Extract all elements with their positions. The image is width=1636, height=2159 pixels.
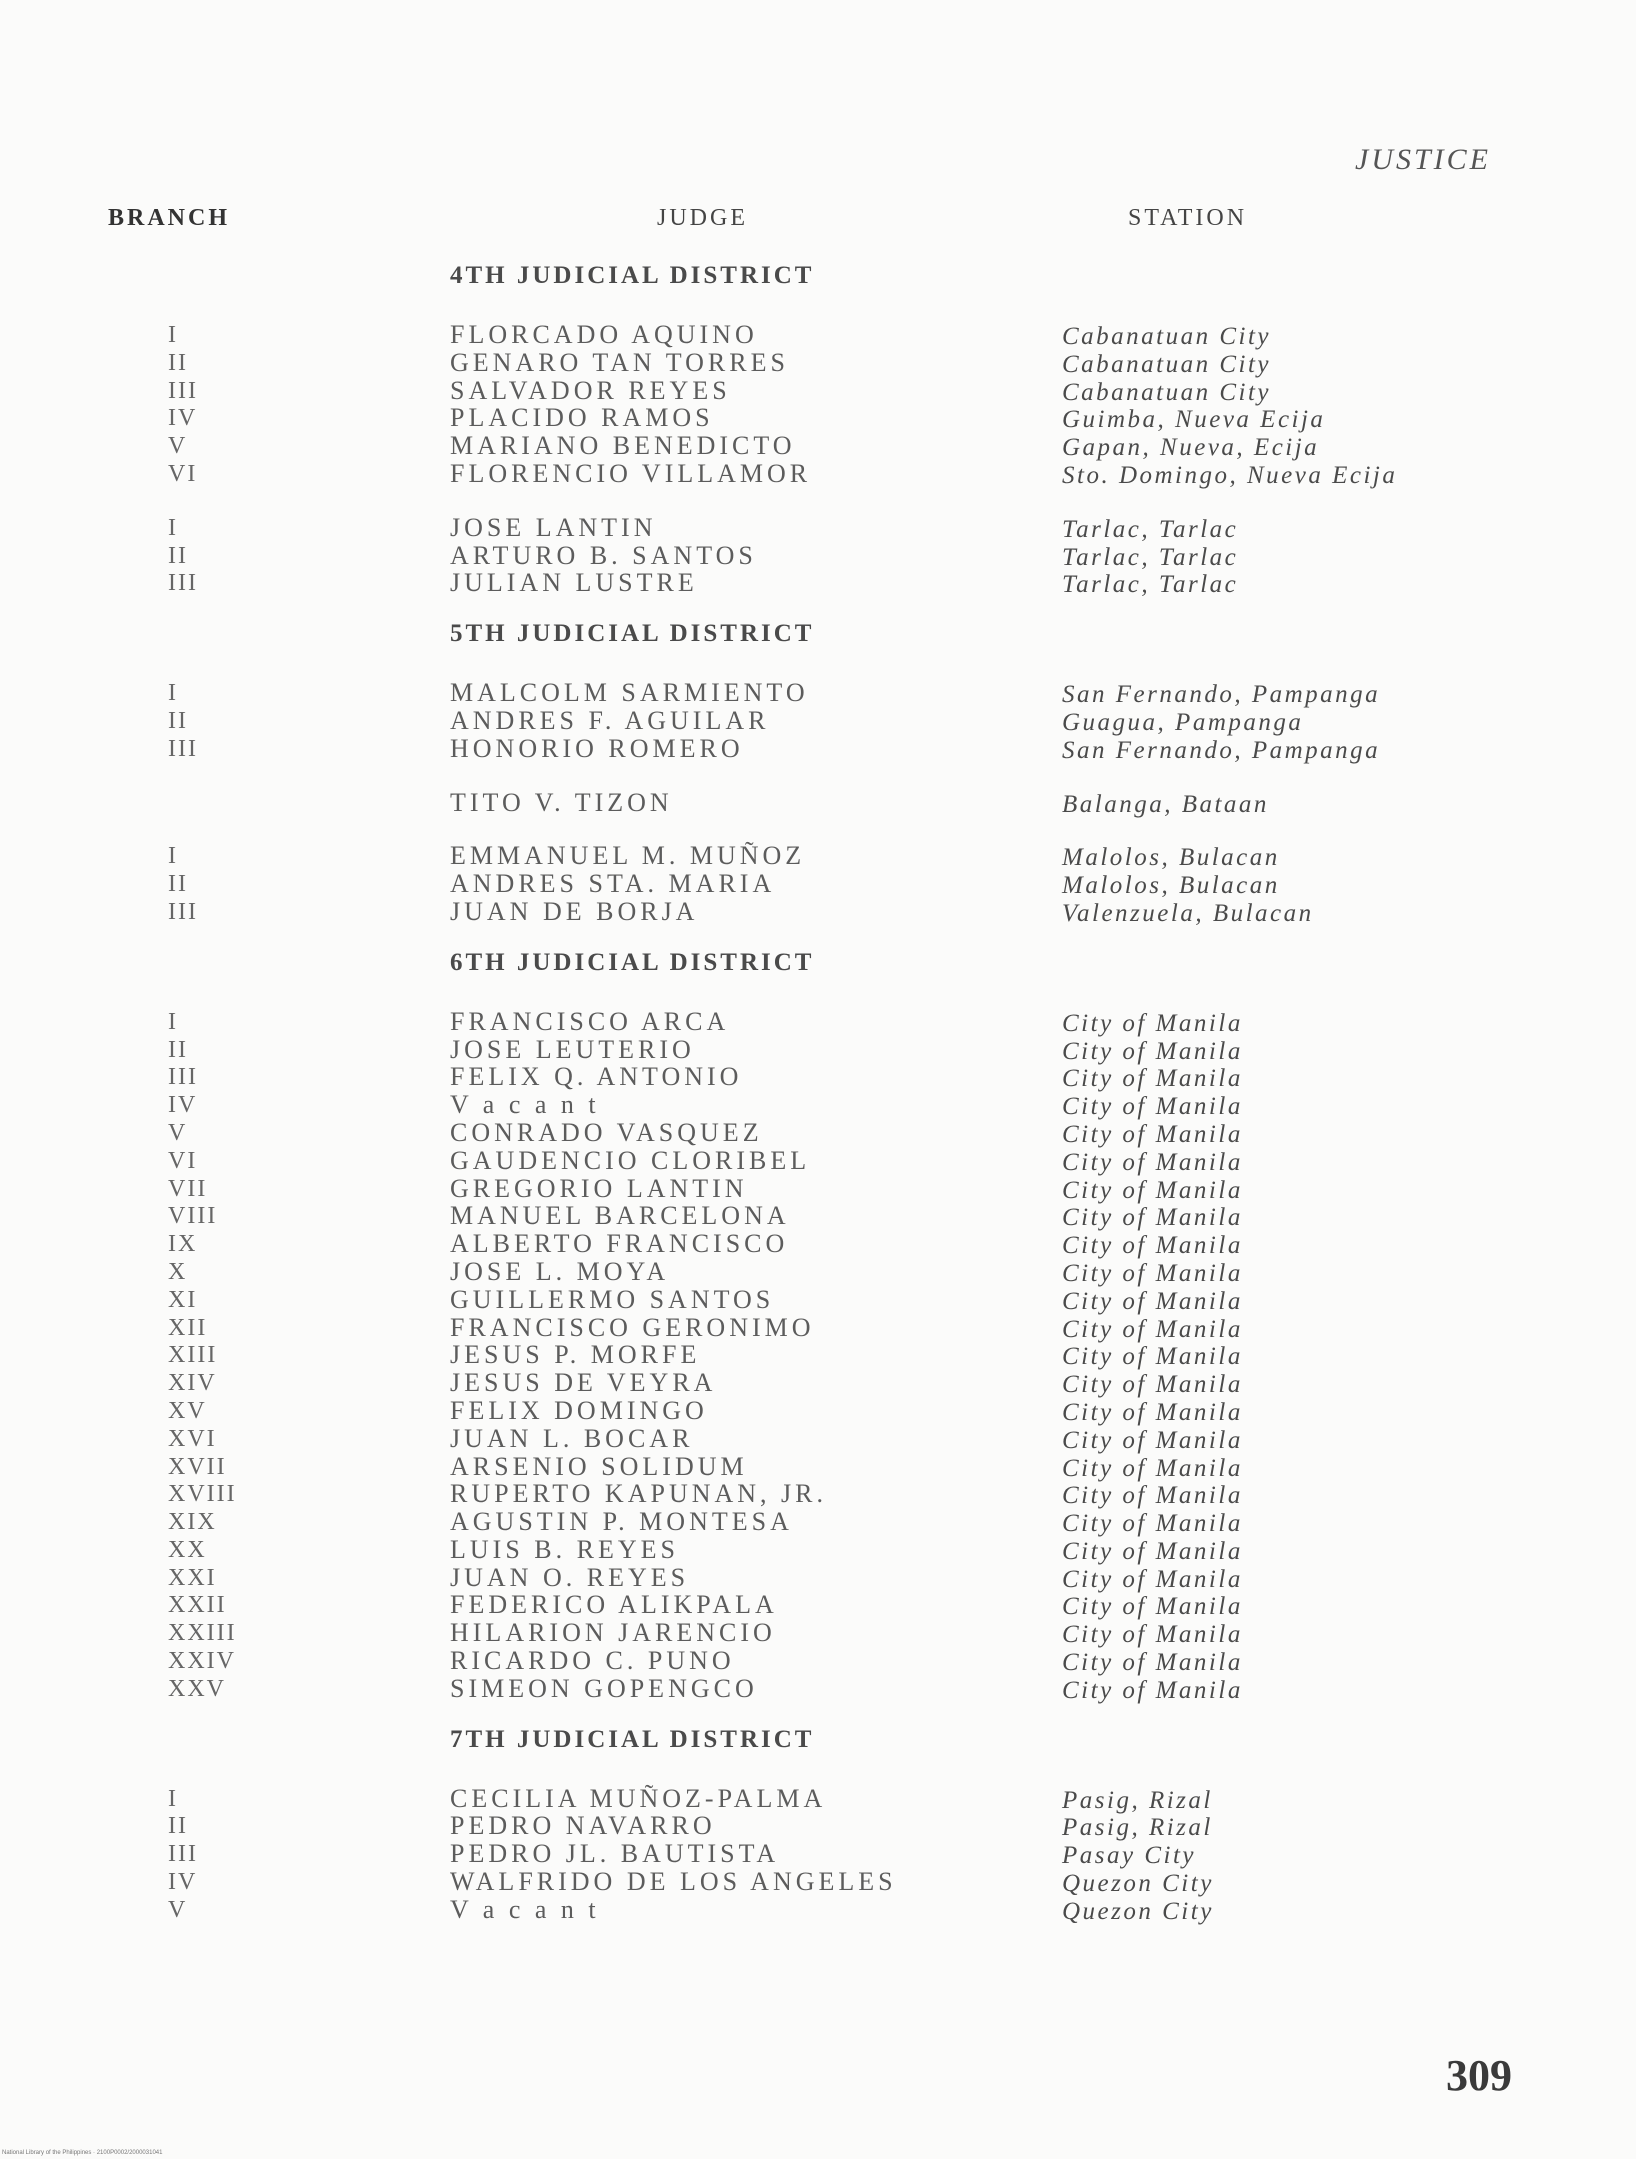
judge-cell: JOSE L. MOYA bbox=[450, 1256, 670, 1286]
station-cell: Cabanatuan City bbox=[1062, 378, 1272, 406]
station-cell: Tarlac, Tarlac bbox=[1062, 543, 1239, 571]
branch-cell: I bbox=[168, 843, 178, 870]
table-row bbox=[0, 403, 1636, 434]
district-heading: 6TH JUDICIAL DISTRICT bbox=[450, 948, 815, 976]
branch-group bbox=[0, 512, 1636, 599]
table-row bbox=[0, 1618, 1636, 1649]
branch-cell: III bbox=[168, 735, 198, 762]
station-cell: City of Manila bbox=[1062, 1148, 1243, 1176]
judge-cell: SIMEON GOPENGCO bbox=[450, 1673, 758, 1703]
station-cell: Guagua, Pampanga bbox=[1062, 708, 1304, 736]
branch-group bbox=[0, 1007, 1636, 1702]
table-row bbox=[0, 1062, 1636, 1093]
table-row bbox=[0, 1479, 1636, 1510]
table-row bbox=[0, 897, 1636, 925]
table-row bbox=[0, 1007, 1636, 1035]
station-cell: Gapan, Nueva, Ecija bbox=[1062, 434, 1320, 462]
station-cell: Quezon City bbox=[1062, 1870, 1214, 1898]
branch-cell: XVIII bbox=[168, 1481, 237, 1508]
judge-cell: ANDRES STA. MARIA bbox=[450, 869, 776, 899]
judge-cell: FELIX Q. ANTONIO bbox=[450, 1062, 743, 1092]
table-row bbox=[0, 541, 1636, 569]
branch-cell: XIV bbox=[168, 1370, 217, 1397]
branch-cell: V bbox=[168, 1119, 188, 1146]
branch-cell: V bbox=[168, 433, 188, 460]
judge-cell: JUAN DE BORJA bbox=[450, 896, 699, 926]
station-cell: City of Manila bbox=[1062, 1287, 1243, 1315]
judge-cell: FELIX DOMINGO bbox=[450, 1395, 708, 1425]
judge-cell: CECILIA MUÑOZ-PALMA bbox=[450, 1783, 827, 1813]
station-cell: City of Manila bbox=[1062, 1510, 1243, 1538]
judge-cell: WALFRIDO DE LOS ANGELES bbox=[450, 1867, 897, 1897]
branch-cell: XIX bbox=[168, 1509, 217, 1536]
branch-cell: XIII bbox=[168, 1342, 218, 1369]
station-cell: Tarlac, Tarlac bbox=[1062, 571, 1239, 599]
table-row bbox=[0, 1146, 1636, 1174]
station-cell: City of Manila bbox=[1062, 1621, 1243, 1649]
table-row bbox=[0, 1035, 1636, 1063]
branch-cell: XXI bbox=[168, 1564, 217, 1591]
table-row bbox=[0, 1090, 1636, 1121]
station-cell: City of Manila bbox=[1062, 1093, 1243, 1121]
station-cell: City of Manila bbox=[1062, 1204, 1243, 1232]
station-cell: San Fernando, Pampanga bbox=[1062, 681, 1381, 709]
judge-cell: CONRADO VASQUEZ bbox=[450, 1117, 763, 1147]
table-row bbox=[0, 1811, 1636, 1842]
branch-cell: III bbox=[168, 1064, 198, 1091]
table-row bbox=[0, 1368, 1636, 1399]
judge-cell: RICARDO C. PUNO bbox=[450, 1646, 735, 1676]
district-heading: 5TH JUDICIAL DISTRICT bbox=[450, 620, 815, 648]
column-header-judge: JUDGE bbox=[657, 205, 748, 231]
judge-cell: EMMANUEL M. MUÑOZ bbox=[450, 841, 806, 871]
judge-cell: FRANCISCO GERONIMO bbox=[450, 1312, 815, 1342]
station-cell: City of Manila bbox=[1062, 1565, 1243, 1593]
branch-cell: VI bbox=[168, 460, 198, 487]
station-cell: City of Manila bbox=[1062, 1009, 1243, 1037]
branch-cell: I bbox=[168, 1008, 178, 1035]
branch-cell: XXIII bbox=[168, 1620, 237, 1647]
branch-cell: IX bbox=[168, 1231, 198, 1258]
branch-cell: XII bbox=[168, 1314, 208, 1341]
judge-cell: GREGORIO LANTIN bbox=[450, 1173, 748, 1203]
branch-cell: XI bbox=[168, 1286, 198, 1313]
station-cell: Malolos, Bulacan bbox=[1062, 844, 1280, 872]
branch-cell: III bbox=[168, 1841, 198, 1868]
table-row bbox=[0, 1452, 1636, 1480]
station-cell: City of Manila bbox=[1062, 1482, 1243, 1510]
judge-cell: TITO V. TIZON bbox=[450, 787, 673, 817]
station-cell: City of Manila bbox=[1062, 1426, 1243, 1454]
table-row bbox=[0, 734, 1636, 762]
judge-cell: MANUEL BARCELONA bbox=[450, 1201, 790, 1231]
table-row bbox=[0, 678, 1636, 709]
judge-cell: FLORENCIO VILLAMOR bbox=[450, 458, 812, 488]
station-cell: City of Manila bbox=[1062, 1315, 1243, 1343]
station-cell: Cabanatuan City bbox=[1062, 350, 1272, 378]
station-cell: City of Manila bbox=[1062, 1676, 1243, 1704]
table-row bbox=[0, 431, 1636, 462]
branch-cell: X bbox=[168, 1258, 188, 1285]
branch-cell: VII bbox=[168, 1175, 208, 1202]
table-row bbox=[0, 376, 1636, 404]
station-cell: Pasay City bbox=[1062, 1842, 1197, 1870]
judge-cell: MARIANO BENEDICTO bbox=[450, 431, 796, 461]
station-cell: Guimba, Nueva Ecija bbox=[1062, 406, 1326, 434]
judge-cell: FEDERICO ALIKPALA bbox=[450, 1590, 778, 1620]
judge-cell: JESUS P. MORFE bbox=[450, 1340, 701, 1370]
judge-cell: FRANCISCO ARCA bbox=[450, 1006, 730, 1036]
table-row bbox=[0, 1229, 1636, 1260]
branch-group bbox=[0, 320, 1636, 487]
branch-cell: IV bbox=[168, 405, 198, 432]
branch-cell: XVI bbox=[168, 1425, 217, 1452]
station-cell: Balanga, Bataan bbox=[1062, 790, 1269, 818]
table-row bbox=[0, 869, 1636, 900]
station-cell: Quezon City bbox=[1062, 1897, 1214, 1925]
station-cell: City of Manila bbox=[1062, 1593, 1243, 1621]
branch-cell: XXV bbox=[168, 1675, 226, 1702]
station-cell: City of Manila bbox=[1062, 1537, 1243, 1565]
branch-cell: IV bbox=[168, 1092, 198, 1119]
station-cell: Malolos, Bulacan bbox=[1062, 872, 1280, 900]
branch-cell: II bbox=[168, 707, 188, 734]
table-row bbox=[0, 513, 1636, 541]
column-header-branch: BRANCH bbox=[108, 205, 231, 231]
table-row bbox=[0, 1784, 1636, 1812]
station-cell: Cabanatuan City bbox=[1062, 323, 1272, 350]
judge-cell: V a c a n t bbox=[450, 1894, 600, 1924]
judge-cell: MALCOLM SARMIENTO bbox=[450, 678, 809, 708]
judge-cell: FLORCADO AQUINO bbox=[450, 320, 758, 349]
branch-cell: VI bbox=[168, 1147, 198, 1174]
district-heading: 4TH JUDICIAL DISTRICT bbox=[450, 262, 815, 289]
judge-cell: ANDRES F. AGUILAR bbox=[450, 705, 770, 735]
station-cell: City of Manila bbox=[1062, 1232, 1243, 1260]
table-row bbox=[0, 1590, 1636, 1621]
station-cell: City of Manila bbox=[1062, 1120, 1243, 1148]
station-cell: City of Manila bbox=[1062, 1176, 1243, 1204]
branch-cell: I bbox=[168, 1785, 178, 1812]
table-row bbox=[0, 1535, 1636, 1563]
judge-cell: PEDRO NAVARRO bbox=[450, 1811, 716, 1841]
district-heading: 7TH JUDICIAL DISTRICT bbox=[450, 1725, 815, 1753]
branch-cell: V bbox=[168, 1896, 188, 1923]
judge-cell: RUPERTO KAPUNAN, JR. bbox=[450, 1479, 828, 1509]
branch-cell: XVII bbox=[168, 1453, 227, 1480]
table-row bbox=[0, 568, 1636, 599]
table-row bbox=[0, 706, 1636, 734]
judge-cell: JUAN L. BOCAR bbox=[450, 1423, 694, 1453]
branch-cell: IV bbox=[168, 1869, 198, 1896]
judge-cell: HILARION JARENCIO bbox=[450, 1618, 776, 1648]
branch-group bbox=[0, 1784, 1636, 1923]
station-cell: Tarlac, Tarlac bbox=[1062, 515, 1239, 543]
column-header-station: STATION bbox=[1128, 205, 1248, 231]
running-head: JUSTICE bbox=[1355, 143, 1491, 176]
table-row bbox=[0, 788, 1636, 816]
branch-cell: III bbox=[168, 377, 198, 404]
table-row bbox=[0, 1895, 1636, 1923]
table-row bbox=[0, 1174, 1636, 1202]
judge-cell: HONORIO ROMERO bbox=[450, 733, 744, 763]
table-row bbox=[0, 1507, 1636, 1538]
table-row bbox=[0, 1867, 1636, 1898]
judge-cell: AGUSTIN P. MONTESA bbox=[450, 1507, 793, 1537]
table-row bbox=[0, 1396, 1636, 1424]
judge-cell: LUIS B. REYES bbox=[450, 1534, 679, 1564]
station-cell: City of Manila bbox=[1062, 1649, 1243, 1677]
table-row bbox=[0, 320, 1636, 348]
judge-cell: JOSE LEUTERIO bbox=[450, 1034, 695, 1064]
station-cell: City of Manila bbox=[1062, 1454, 1243, 1482]
judge-cell: PLACIDO RAMOS bbox=[450, 403, 714, 433]
table-row bbox=[0, 1313, 1636, 1341]
table-row bbox=[0, 841, 1636, 872]
judge-cell: SALVADOR REYES bbox=[450, 375, 731, 405]
table-row bbox=[0, 1118, 1636, 1146]
judge-cell: GAUDENCIO CLORIBEL bbox=[450, 1145, 811, 1175]
table-row bbox=[0, 1285, 1636, 1313]
branch-cell: XV bbox=[168, 1397, 207, 1424]
judge-cell: GENARO TAN TORRES bbox=[450, 347, 789, 377]
judges-table bbox=[0, 258, 1636, 1923]
judge-cell: JUAN O. REYES bbox=[450, 1562, 690, 1592]
table-row bbox=[0, 459, 1636, 487]
table-row bbox=[0, 348, 1636, 376]
branch-cell: I bbox=[168, 514, 178, 541]
judge-cell: ALBERTO FRANCISCO bbox=[450, 1229, 789, 1259]
station-cell: City of Manila bbox=[1062, 1259, 1243, 1287]
table-row bbox=[0, 1563, 1636, 1591]
judge-cell: V a c a n t bbox=[450, 1090, 600, 1120]
branch-cell: II bbox=[168, 1813, 188, 1840]
station-cell: City of Manila bbox=[1062, 1037, 1243, 1065]
branch-cell: III bbox=[168, 898, 198, 925]
branch-cell: II bbox=[168, 542, 188, 569]
branch-cell: XXII bbox=[168, 1592, 227, 1619]
branch-group bbox=[0, 841, 1636, 927]
table-row bbox=[0, 1674, 1636, 1702]
branch-cell: II bbox=[168, 871, 188, 898]
station-cell: Valenzuela, Bulacan bbox=[1062, 899, 1314, 927]
station-cell: City of Manila bbox=[1062, 1065, 1243, 1093]
branch-cell: XXIV bbox=[168, 1648, 236, 1675]
judge-cell: PEDRO JL. BAUTISTA bbox=[450, 1839, 780, 1869]
branch-cell: I bbox=[168, 322, 178, 348]
branch-group bbox=[0, 678, 1636, 764]
station-cell: City of Manila bbox=[1062, 1398, 1243, 1426]
branch-cell: III bbox=[168, 570, 198, 597]
judge-cell: JOSE LANTIN bbox=[450, 512, 657, 542]
page-number: 309 bbox=[1446, 2051, 1512, 2100]
judge-cell: ARTURO B. SANTOS bbox=[450, 540, 757, 570]
table-row bbox=[0, 1340, 1636, 1371]
station-cell: San Fernando, Pampanga bbox=[1062, 736, 1381, 764]
judge-cell: JULIAN LUSTRE bbox=[450, 568, 698, 598]
station-cell: City of Manila bbox=[1062, 1371, 1243, 1399]
judge-cell: JESUS DE VEYRA bbox=[450, 1368, 717, 1398]
table-row bbox=[0, 1646, 1636, 1677]
branch-cell: II bbox=[168, 349, 188, 376]
branch-cell: II bbox=[168, 1036, 188, 1063]
station-cell: Pasig, Rizal bbox=[1062, 1786, 1213, 1814]
station-cell: Sto. Domingo, Nueva Ecija bbox=[1062, 461, 1398, 489]
table-row bbox=[0, 1201, 1636, 1232]
table-row bbox=[0, 1839, 1636, 1870]
branch-cell: XX bbox=[168, 1536, 207, 1563]
table-row bbox=[0, 1257, 1636, 1285]
branch-group bbox=[0, 788, 1636, 816]
judge-cell: GUILLERMO SANTOS bbox=[450, 1284, 775, 1314]
footer-credit: National Library of the Philippines · 2100P0002/2000031041 bbox=[2, 2150, 163, 2156]
judge-cell: ARSENIO SOLIDUM bbox=[450, 1451, 748, 1481]
table-row bbox=[0, 1424, 1636, 1452]
branch-cell: I bbox=[168, 680, 178, 707]
branch-cell: VIII bbox=[168, 1203, 218, 1230]
station-cell: Pasig, Rizal bbox=[1062, 1814, 1213, 1842]
station-cell: City of Manila bbox=[1062, 1343, 1243, 1371]
